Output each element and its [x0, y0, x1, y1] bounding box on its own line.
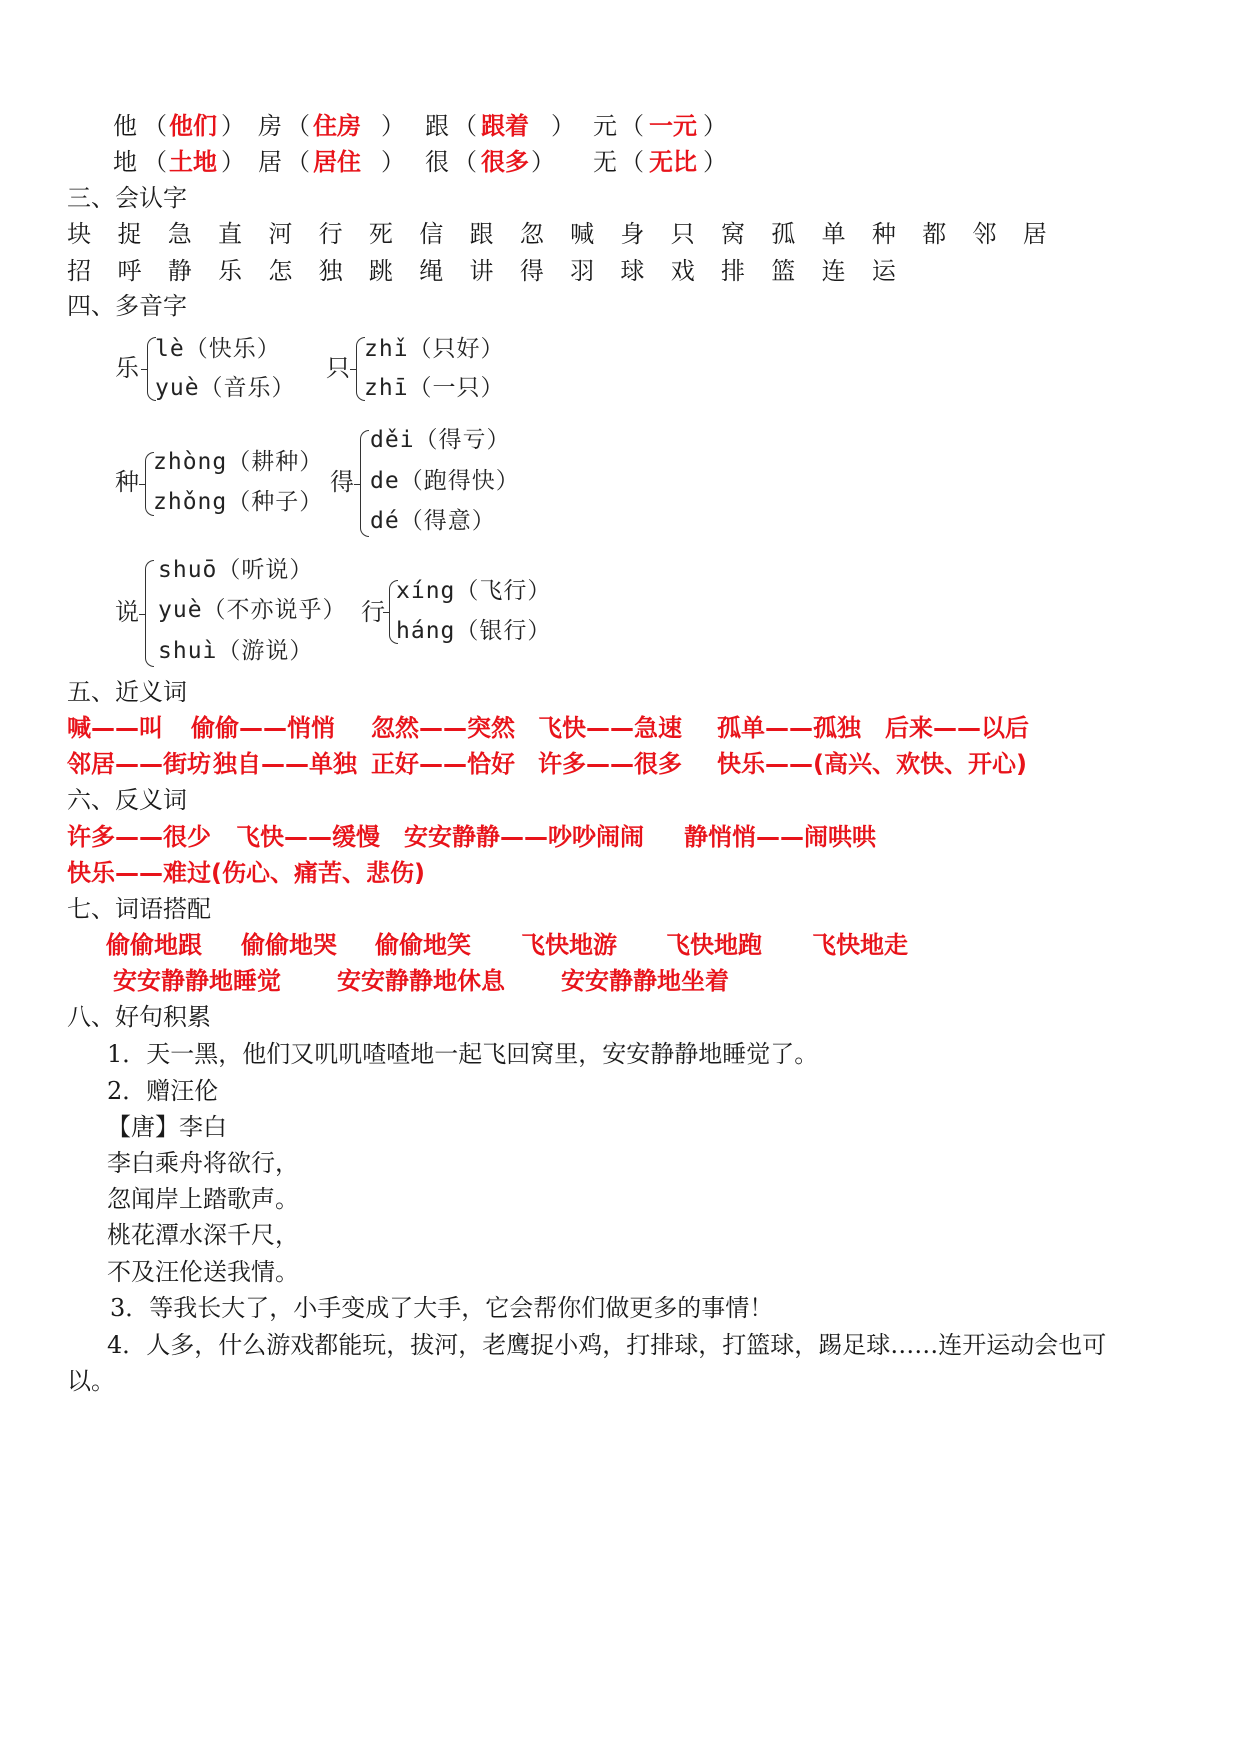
polyphone-reading: yuè（不亦说乎）: [158, 597, 347, 623]
polyphone-reading: shuì（游说）: [158, 638, 314, 664]
recognize-char: 戏: [670, 257, 695, 285]
recognize-char: 招: [67, 257, 92, 285]
collocation: 飞快地走: [812, 931, 908, 959]
recognize-chars-row-1: [54, 218, 1060, 250]
polyphone-reading: zhǒng（种子）: [153, 489, 324, 515]
collocation: 飞快地游: [521, 931, 617, 959]
recognize-char: 得: [519, 257, 544, 285]
recognize-char: 居: [1022, 220, 1047, 248]
polyphone-reading: zhòng（耕种）: [153, 449, 324, 475]
polyphone-char: 说: [115, 598, 139, 626]
collocation: 飞快地跑: [666, 931, 762, 959]
synonym-pair: 快乐——(高兴、欢快、开心): [717, 750, 1027, 778]
synonym-pair: 正好——恰好: [371, 750, 515, 778]
sentence-3: 3．等我长大了，小手变成了大手，它会帮你们做更多的事情！: [110, 1294, 774, 1322]
word-answer: 跟着: [481, 112, 529, 140]
synonym-pair: 许多——很多: [538, 750, 682, 778]
synonym-pair: 独自——单独: [213, 750, 357, 778]
polyphone-char: 得: [330, 468, 354, 496]
polyphone-reading: xíng（飞行）: [396, 578, 552, 604]
brace: [360, 430, 369, 537]
polyphone-reading: háng（银行）: [396, 618, 552, 644]
sentences-title: 八、好句积累: [67, 1003, 211, 1031]
word-char: 他: [113, 112, 137, 140]
recognize-char: 只: [670, 220, 695, 248]
recognize-char: 窝: [721, 220, 745, 248]
collocation: 安安静静地休息: [337, 967, 505, 995]
polyphone-reading: de（跑得快）: [370, 468, 520, 494]
recognize-char: 死: [368, 220, 393, 248]
recognize-char: 信: [419, 220, 444, 248]
recognize-char: 行: [318, 220, 343, 248]
polyphone-title: 四、多音字: [67, 292, 187, 320]
polyphone-char: 只: [326, 354, 350, 382]
recognize-char: 忽: [519, 220, 544, 248]
recognize-char: 喊: [570, 220, 595, 248]
poem-line: 不及汪伦送我情。: [107, 1258, 299, 1286]
brace: [145, 560, 154, 667]
collocation: 偷偷地笑: [375, 931, 471, 959]
synonyms-title: 五、近义词: [67, 678, 187, 706]
word-answer: 居住: [313, 148, 361, 176]
polyphone-reading: zhǐ（只好）: [364, 336, 505, 362]
recognize-char: 跳: [368, 257, 393, 285]
synonym-pair: 飞快——急速: [538, 714, 682, 742]
recognize-chars-row-2: [54, 255, 909, 287]
recognize-char: 单: [821, 220, 846, 248]
word-char: 房: [258, 112, 282, 140]
collocation: 偷偷地跟: [106, 931, 202, 959]
recognize-char: 独: [318, 257, 343, 285]
recognize-char: 都: [922, 220, 947, 248]
polyphone-reading: shuō（听说）: [158, 557, 314, 583]
recognize-char: 身: [620, 220, 645, 248]
recognize-char: 孤: [771, 220, 796, 248]
recognize-char: 球: [620, 257, 645, 285]
synonym-pair: 邻居——街坊: [67, 750, 211, 778]
poem-line: 忽闻岸上踏歌声。: [107, 1185, 299, 1213]
recognize-char: 绳: [419, 257, 444, 285]
antonym-pair: 静悄悄——闹哄哄: [684, 823, 876, 851]
recognize-char: 讲: [469, 257, 494, 285]
collocations-title: 七、词语搭配: [67, 895, 211, 923]
word-char: 居: [258, 148, 282, 176]
synonym-pair: 忽然——突然: [371, 714, 515, 742]
recognize-char: 种: [871, 220, 896, 248]
recognize-title: 三、会认字: [67, 184, 187, 212]
sentence-4: 4．人多，什么游戏都能玩，拔河，老鹰捉小鸡，打排球，打篮球，踢足球……连开运动会也可: [107, 1331, 1107, 1359]
word-char: 元: [593, 112, 617, 140]
recognize-char: 急: [167, 220, 192, 248]
recognize-char: 块: [67, 220, 92, 248]
word-answer: 很多: [481, 148, 529, 176]
recognize-char: 静: [167, 257, 192, 285]
word-char: 很: [425, 148, 449, 176]
recognize-char: 捉: [117, 220, 142, 248]
antonym-pair: 安安静静——吵吵闹闹: [404, 823, 644, 851]
polyphone-reading: zhī（一只）: [364, 375, 505, 401]
recognize-char: 篮: [771, 257, 796, 285]
synonym-pair: 喊——叫: [67, 714, 163, 742]
word-char: 无: [593, 148, 617, 176]
sentence-1: 1．天一黑，他们又叽叽喳喳地一起飞回窝里，安安静静地睡觉了。: [107, 1040, 819, 1068]
collocation: 安安静静地睡觉: [113, 967, 281, 995]
polyphone-char: 行: [361, 598, 385, 626]
synonym-pair: 孤单——孤独: [717, 714, 861, 742]
word-answer: 住房: [313, 112, 361, 140]
sentence-4-cont: 以。: [67, 1367, 115, 1395]
recognize-char: 羽: [570, 257, 595, 285]
polyphone-reading: děi（得亏）: [370, 427, 511, 453]
poem-line: 李白乘舟将欲行，: [107, 1149, 299, 1177]
synonym-pair: 偷偷——悄悄: [191, 714, 335, 742]
recognize-char: 直: [218, 220, 243, 248]
poem-line: 桃花潭水深千尺，: [107, 1221, 299, 1249]
polyphone-reading: lè（快乐）: [155, 336, 281, 362]
recognize-char: 连: [821, 257, 846, 285]
word-char: 跟: [425, 112, 449, 140]
word-answer: 无比: [649, 148, 697, 176]
recognize-char: 跟: [469, 220, 494, 248]
collocation: 偷偷地哭: [241, 931, 337, 959]
recognize-char: 呼: [117, 257, 142, 285]
word-answer: 土地: [169, 148, 217, 176]
collocation: 安安静静地坐着: [561, 967, 729, 995]
antonyms-title: 六、反义词: [67, 786, 187, 814]
word-answer: 他们: [169, 112, 217, 140]
recognize-char: 邻: [972, 220, 997, 248]
sentence-2: 2．赠汪伦: [107, 1077, 219, 1105]
recognize-char: 怎: [268, 257, 293, 285]
polyphone-reading: yuè（音乐）: [155, 375, 296, 401]
recognize-char: 排: [721, 257, 745, 285]
antonym-pair: 快乐——难过(伤心、痛苦、悲伤): [67, 859, 425, 887]
polyphone-char: 乐: [115, 354, 139, 382]
synonym-pair: 后来——以后: [885, 714, 1029, 742]
antonym-pair: 飞快——缓慢: [236, 823, 380, 851]
recognize-char: 乐: [218, 257, 243, 285]
word-answer: 一元: [649, 112, 697, 140]
polyphone-reading: dé（得意）: [370, 508, 496, 534]
poem-author: 【唐】李白: [107, 1113, 227, 1141]
antonym-pair: 许多——很少: [67, 823, 211, 851]
word-char: 地: [113, 148, 137, 176]
recognize-char: 运: [871, 257, 896, 285]
polyphone-char: 种: [115, 468, 139, 496]
recognize-char: 河: [268, 220, 293, 248]
